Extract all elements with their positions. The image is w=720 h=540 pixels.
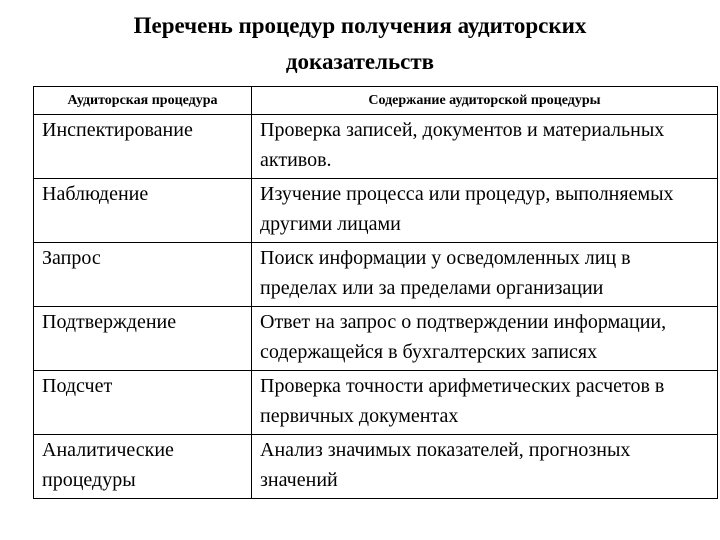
table-row bbox=[34, 307, 718, 371]
procedure-name: Инспектирование bbox=[34, 115, 252, 179]
procedure-content: Изучение процесса или процедур, выполняемых другими лицами bbox=[252, 179, 718, 243]
header-procedure: Аудиторская процедура bbox=[34, 87, 252, 115]
procedure-name: Подтверждение bbox=[34, 307, 252, 371]
procedure-content: Проверка записей, документов и материальных активов. bbox=[252, 115, 718, 179]
procedure-name: Наблюдение bbox=[34, 179, 252, 243]
table-row bbox=[34, 115, 718, 179]
table-row bbox=[34, 179, 718, 243]
page-title-line-1: Перечень процедур получения аудиторских bbox=[133, 13, 587, 38]
procedure-content: Анализ значимых показателей, прогнозных значений bbox=[252, 435, 718, 499]
procedure-content: Ответ на запрос о подтверждении информации, содержащейся в бухгалтерских записях bbox=[252, 307, 718, 371]
table-row bbox=[34, 435, 718, 499]
header-content: Содержание аудиторской процедуры bbox=[252, 87, 718, 115]
procedure-name: Запрос bbox=[34, 243, 252, 307]
procedure-name: Аналитические процедуры bbox=[34, 435, 252, 499]
table-row bbox=[34, 243, 718, 307]
procedure-content: Проверка точности арифметических расчетов в первичных документах bbox=[252, 371, 718, 435]
procedure-content: Поиск информации у осведомленных лиц в пределах или за пределами организации bbox=[252, 243, 718, 307]
procedure-name: Подсчет bbox=[34, 371, 252, 435]
procedures-table bbox=[33, 86, 718, 499]
page-title bbox=[0, 8, 720, 80]
table-row bbox=[34, 371, 718, 435]
page-title-line-2: доказательств bbox=[285, 49, 435, 74]
table-header-row bbox=[34, 87, 718, 115]
